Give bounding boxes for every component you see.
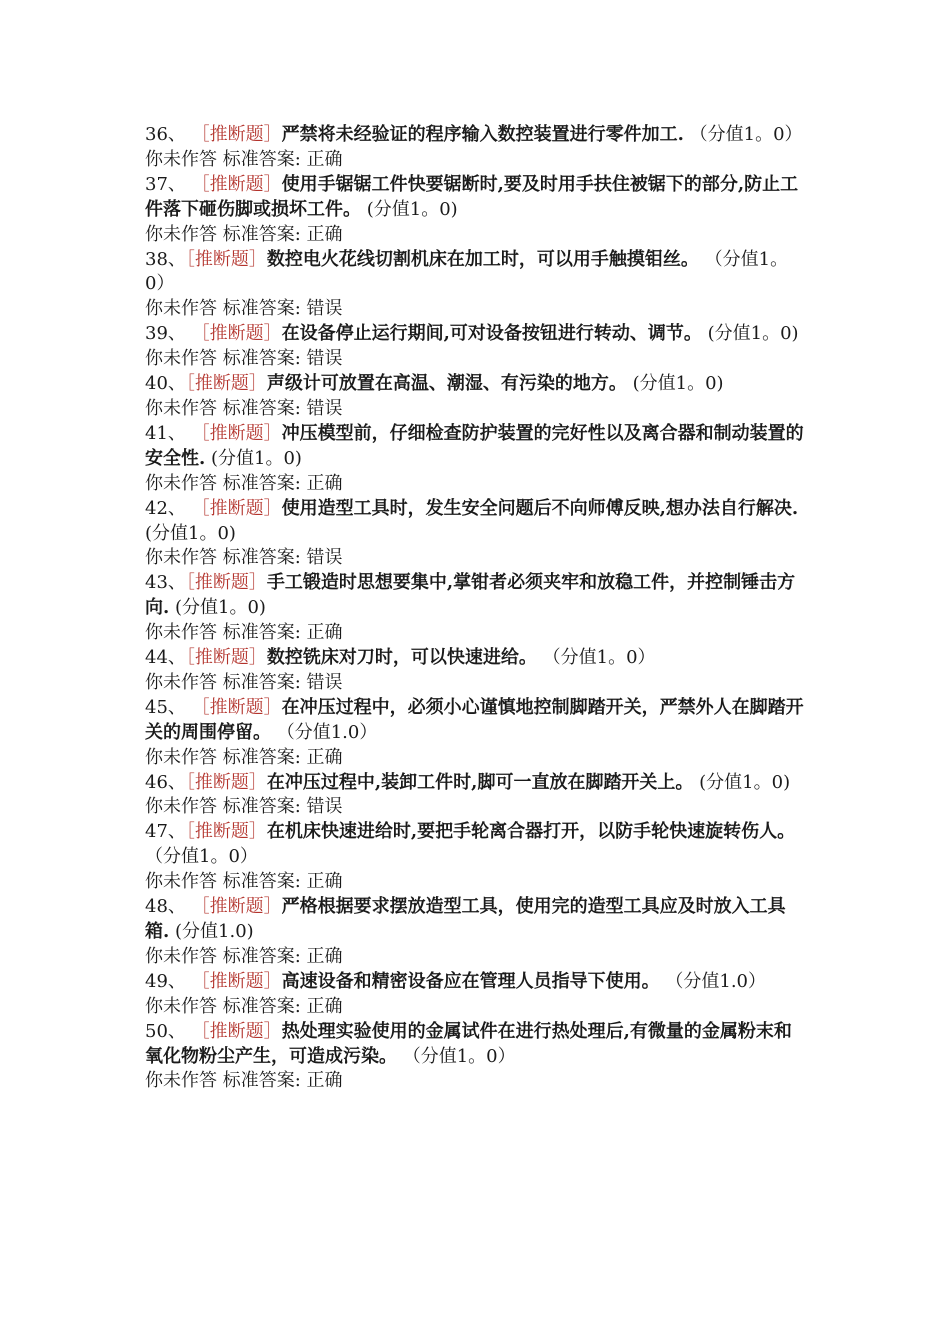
question-text: 在冲压过程中，必须小心谨慎地控制脚踏开关，严禁外人在脚踏开关的周围停留。 xyxy=(145,696,804,743)
question-item xyxy=(145,497,805,572)
standard-answer-label: 标准答案: xyxy=(222,796,301,818)
answer-line xyxy=(145,995,805,1020)
standard-answer-label: 标准答案: xyxy=(222,298,301,320)
question-line xyxy=(145,422,805,472)
question-line xyxy=(145,970,805,995)
question-type-tag: ［推断题］ xyxy=(185,572,267,594)
question-score: （分值1.0） xyxy=(659,970,766,992)
standard-answer-value: 正确 xyxy=(306,148,343,170)
standard-answer-label: 标准答案: xyxy=(222,871,301,893)
question-item xyxy=(145,422,805,497)
question-score: (分值1。0) xyxy=(145,522,236,544)
answer-line xyxy=(145,870,805,895)
question-type-tag: ［推断题］ xyxy=(191,497,282,519)
answer-line xyxy=(145,347,805,372)
question-number: 36、 xyxy=(145,124,192,145)
question-number: 40、 xyxy=(145,373,186,395)
question-text: 手工锻造时思想要集中,掌钳者必须夹牢和放稳工件，并控制锤击方向. xyxy=(145,572,796,619)
standard-answer-label: 标准答案: xyxy=(222,348,301,370)
question-line xyxy=(145,322,805,347)
question-number: 48、 xyxy=(145,896,192,918)
answer-line xyxy=(145,621,805,646)
question-number: 46、 xyxy=(145,771,186,793)
question-type-tag: ［推断题］ xyxy=(191,323,282,345)
answer-line xyxy=(145,795,805,820)
answer-line xyxy=(145,945,805,970)
question-number: 45、 xyxy=(145,696,192,718)
question-type-tag: ［推断题］ xyxy=(185,821,267,843)
question-number: 37、 xyxy=(145,173,192,195)
standard-answer-value: 错误 xyxy=(306,298,343,320)
standard-answer-label: 标准答案: xyxy=(222,547,301,569)
question-item xyxy=(145,820,805,895)
question-line xyxy=(145,771,805,796)
answer-status: 你未作答 xyxy=(145,298,217,320)
question-number: 43、 xyxy=(145,572,186,594)
answer-status: 你未作答 xyxy=(145,472,217,494)
question-text: 在设备停止运行期间,可对设备按钮进行转动、调节。 xyxy=(281,323,702,345)
question-score: (分值1。0) xyxy=(205,447,302,469)
question-text: 严格根据要求摆放造型工具，使用完的造型工具应及时放入工具箱. xyxy=(145,896,786,942)
question-type-tag: ［推断题］ xyxy=(191,1020,282,1042)
answer-status: 你未作答 xyxy=(145,348,217,370)
question-number: 49、 xyxy=(145,970,192,992)
answer-status: 你未作答 xyxy=(145,671,217,693)
question-item xyxy=(145,771,805,821)
question-number: 41、 xyxy=(145,422,192,444)
question-type-tag: ［推断题］ xyxy=(191,422,282,444)
question-score: (分值1。0) xyxy=(169,597,266,619)
question-type-tag: ［推断题］ xyxy=(191,124,282,145)
question-type-tag: ［推断题］ xyxy=(191,896,282,918)
question-type-tag: ［推断题］ xyxy=(185,248,267,270)
question-type-tag: ［推断题］ xyxy=(185,373,267,395)
standard-answer-label: 标准答案: xyxy=(222,397,301,419)
standard-answer-label: 标准答案: xyxy=(222,746,301,768)
standard-answer-value: 错误 xyxy=(306,671,343,693)
question-line xyxy=(145,372,805,397)
answer-line xyxy=(145,148,805,173)
question-text: 在冲压过程中,装卸工件时,脚可一直放在脚踏开关上。 xyxy=(266,771,694,793)
question-score: (分值1。0) xyxy=(693,771,791,793)
standard-answer-value: 错误 xyxy=(306,796,343,818)
question-text: 严禁将未经验证的程序输入数控装置进行零件加工. xyxy=(281,124,684,145)
question-line xyxy=(145,248,805,298)
standard-answer-label: 标准答案: xyxy=(222,148,301,170)
standard-answer-label: 标准答案: xyxy=(222,995,301,1017)
question-score: （分值1。0） xyxy=(536,647,656,669)
answer-line xyxy=(145,671,805,696)
answer-status: 你未作答 xyxy=(145,148,217,170)
question-text: 热处理实验使用的金属试件在进行热处理后,有微量的金属粉末和氧化物粉尘产生，可造成污染。 xyxy=(145,1020,792,1067)
standard-answer-value: 正确 xyxy=(306,871,343,893)
answer-status: 你未作答 xyxy=(145,746,217,768)
standard-answer-value: 错误 xyxy=(306,348,343,370)
answer-status: 你未作答 xyxy=(145,1070,217,1092)
answer-status: 你未作答 xyxy=(145,622,217,644)
question-score: （分值1。0） xyxy=(145,248,789,295)
standard-answer-value: 错误 xyxy=(306,397,343,419)
question-line xyxy=(145,497,805,547)
question-score: （分值1。0） xyxy=(397,1045,516,1067)
standard-answer-value: 错误 xyxy=(306,547,343,569)
question-line xyxy=(145,123,805,148)
standard-answer-label: 标准答案: xyxy=(222,622,301,644)
question-line xyxy=(145,646,805,671)
question-score: (分值1。0) xyxy=(701,323,799,345)
question-item xyxy=(145,895,805,970)
standard-answer-label: 标准答案: xyxy=(222,671,301,693)
question-list xyxy=(145,123,805,1094)
standard-answer-value: 正确 xyxy=(306,995,343,1017)
answer-line xyxy=(145,223,805,248)
answer-line xyxy=(145,1069,805,1094)
question-text: 使用手锯锯工件快要锯断时,要及时用手扶住被锯下的部分,防止工件落下砸伤脚或损坏工件。 xyxy=(145,173,799,220)
standard-answer-label: 标准答案: xyxy=(222,1070,301,1092)
question-item xyxy=(145,571,805,646)
standard-answer-label: 标准答案: xyxy=(222,472,301,494)
answer-status: 你未作答 xyxy=(145,871,217,893)
question-number: 39、 xyxy=(145,323,192,345)
standard-answer-value: 正确 xyxy=(306,622,343,644)
question-line xyxy=(145,1020,805,1070)
answer-status: 你未作答 xyxy=(145,547,217,569)
standard-answer-value: 正确 xyxy=(306,472,343,494)
question-line xyxy=(145,696,805,746)
question-item xyxy=(145,173,805,248)
question-text: 冲压模型前，仔细检查防护装置的完好性以及离合器和制动装置的安全性. xyxy=(145,422,804,469)
question-type-tag: ［推断题］ xyxy=(191,970,282,992)
answer-line xyxy=(145,746,805,771)
answer-line xyxy=(145,472,805,497)
question-text: 在机床快速进给时,要把手轮离合器打开，以防手轮快速旋转伤人。 xyxy=(266,821,796,843)
question-text: 使用造型工具时，发生安全问题后不向师傅反映,想办法自行解决. xyxy=(281,497,799,519)
question-line xyxy=(145,895,805,945)
answer-status: 你未作答 xyxy=(145,995,217,1017)
answer-line xyxy=(145,397,805,422)
standard-answer-value: 正确 xyxy=(306,1070,343,1092)
question-type-tag: ［推断题］ xyxy=(191,696,282,718)
question-type-tag: ［推断题］ xyxy=(185,647,267,669)
question-score: (分值1。0) xyxy=(361,198,458,220)
question-item xyxy=(145,372,805,422)
standard-answer-value: 正确 xyxy=(306,945,343,967)
question-item xyxy=(145,123,805,173)
answer-status: 你未作答 xyxy=(145,223,217,245)
answer-line xyxy=(145,297,805,322)
question-score: （分值1。0） xyxy=(145,846,258,868)
question-number: 44、 xyxy=(145,647,186,669)
question-number: 38、 xyxy=(145,248,186,270)
question-line xyxy=(145,571,805,621)
answer-status: 你未作答 xyxy=(145,796,217,818)
answer-status: 你未作答 xyxy=(145,945,217,967)
question-item xyxy=(145,696,805,771)
question-text: 高速设备和精密设备应在管理人员指导下使用。 xyxy=(281,970,660,992)
question-number: 42、 xyxy=(145,497,192,519)
question-item xyxy=(145,1020,805,1095)
question-number: 47、 xyxy=(145,821,186,843)
question-line xyxy=(145,820,805,870)
question-score: （分值1。0） xyxy=(683,124,803,145)
question-score: （分值1.0） xyxy=(271,721,378,743)
question-line xyxy=(145,173,805,223)
question-item xyxy=(145,970,805,1020)
standard-answer-value: 正确 xyxy=(306,746,343,768)
question-type-tag: ［推断题］ xyxy=(185,771,267,793)
standard-answer-value: 正确 xyxy=(306,223,343,245)
standard-answer-label: 标准答案: xyxy=(222,945,301,967)
answer-line xyxy=(145,546,805,571)
question-text: 数控铣床对刀时，可以快速进给。 xyxy=(266,647,537,669)
question-score: (分值1.0) xyxy=(169,921,254,942)
question-number: 50、 xyxy=(145,1020,192,1042)
question-type-tag: ［推断题］ xyxy=(191,173,282,195)
question-text: 声级计可放置在高温、潮湿、有污染的地方。 xyxy=(266,373,627,395)
question-item xyxy=(145,322,805,372)
standard-answer-label: 标准答案: xyxy=(222,223,301,245)
answer-status: 你未作答 xyxy=(145,397,217,419)
question-item xyxy=(145,248,805,323)
question-text: 数控电火花线切割机床在加工时，可以用手触摸钼丝。 xyxy=(266,248,699,270)
question-score: (分值1。0) xyxy=(626,373,724,395)
question-item xyxy=(145,646,805,696)
